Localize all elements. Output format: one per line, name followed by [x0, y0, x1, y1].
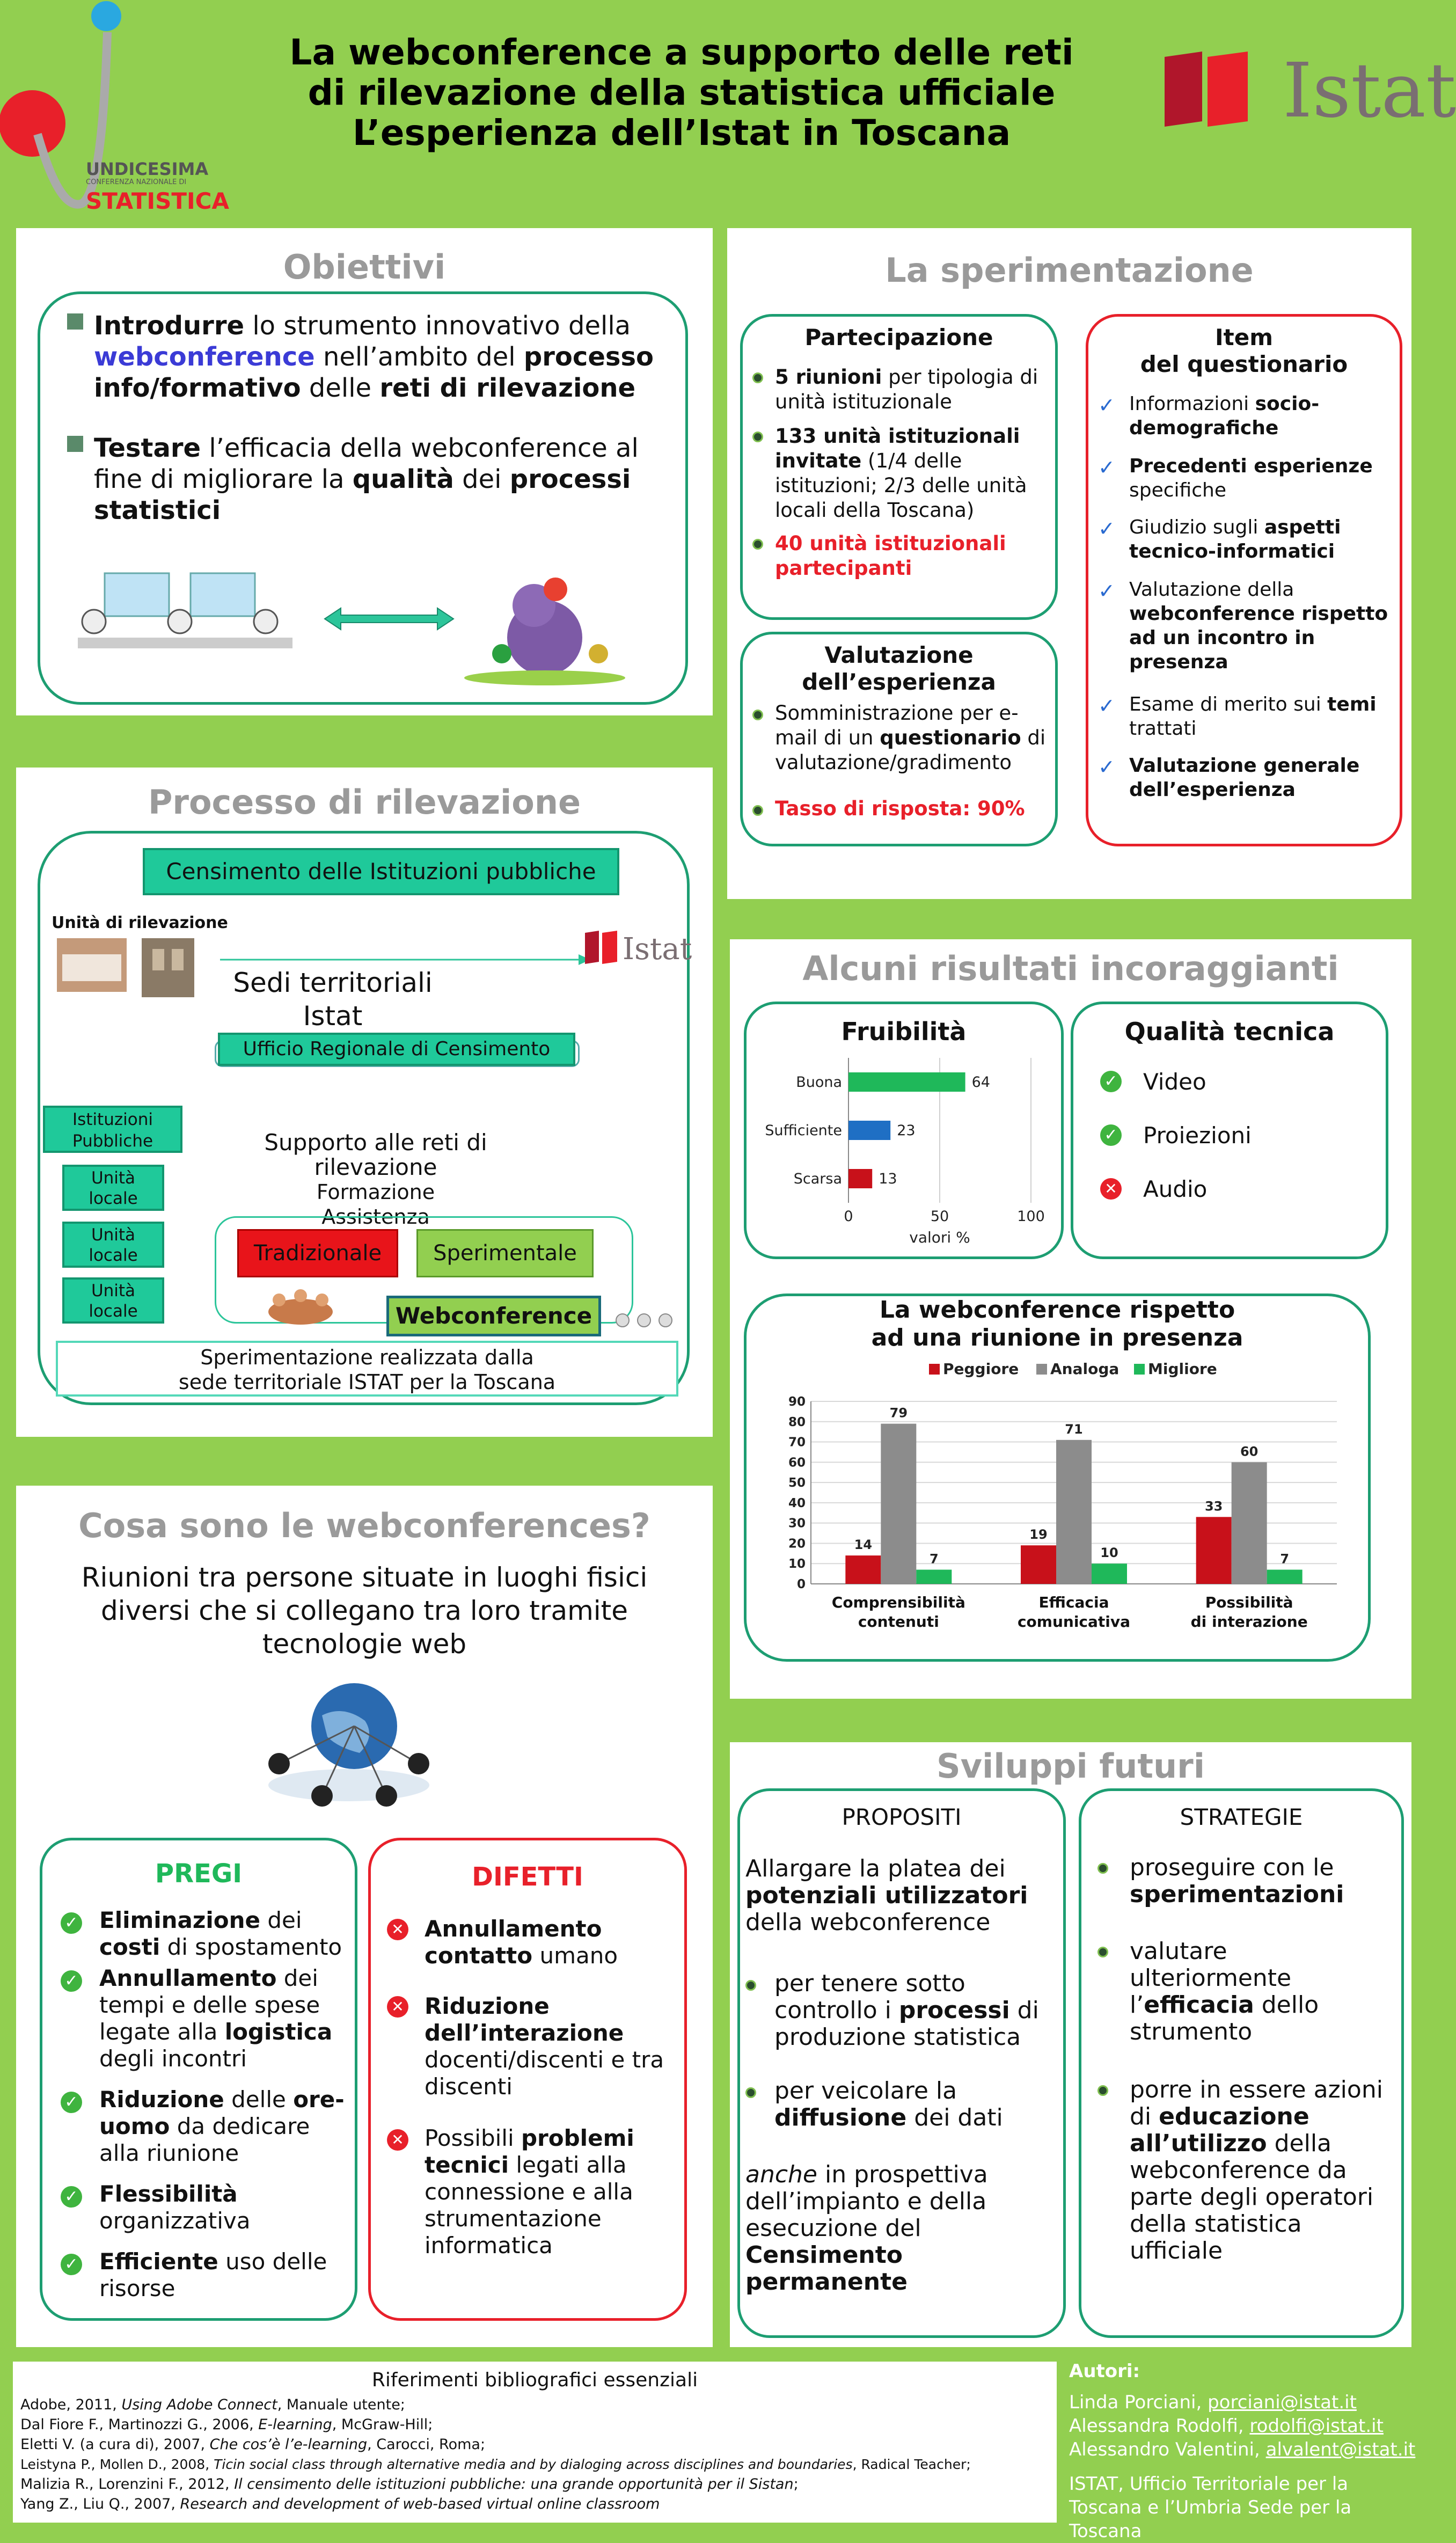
item-2: Precedenti esperienze specifiche — [1129, 455, 1373, 501]
ref-2: Dal Fiore F., Martinozzi G., 2006, E-learning, McGraw-Hill; — [20, 2416, 433, 2433]
data-label: 19 — [1029, 1527, 1048, 1543]
data-label: 10 — [1100, 1545, 1118, 1561]
valutazione-item-1: Somministrazione per e-mail di un questionario di valutazione/gradimento — [775, 701, 1046, 774]
ref-1: Adobe, 2011, Using Adobe Connect, Manuale utente; — [20, 2396, 405, 2413]
check-icon: ✓ — [1098, 393, 1115, 417]
ref-5: Malizia R., Lorenzini F., 2012, Il censimento delle istituzioni pubbliche: una grande opportunità per il Sistan; — [20, 2476, 799, 2493]
data-label: 14 — [854, 1537, 873, 1553]
category-label: Efficacia — [1038, 1594, 1109, 1611]
check-icon: ✓ — [61, 2254, 82, 2275]
strategie-item-3: porre in essere azioni di educazione all’utilizzo della webconference da parte degli operatori della statistica ufficiale — [1130, 2076, 1383, 2264]
fruibilita-box — [744, 1002, 1064, 1259]
poster-title — [215, 32, 1148, 153]
webconference-illustration-icon — [72, 562, 663, 691]
partecipazione-item-3: 40 unità istituzionali partecipanti — [775, 532, 1006, 580]
bullet-icon — [752, 805, 763, 816]
pregi-item-3: Riduzione delle ore-uomo da dedicare alla riunione — [99, 2086, 345, 2166]
propositi-outro: anche in prospettiva dell’impianto e della esecuzione del Censimento permanente — [745, 2161, 988, 2296]
sperimentale-box: Sperimentale — [416, 1229, 594, 1277]
rispetto-chart — [768, 1358, 1348, 1659]
logo-line2: CONFERENZA NAZIONALE DI — [86, 178, 187, 186]
x-tick-label: 50 — [930, 1208, 949, 1225]
ente-line-1: ISTAT, Ufficio Territoriale per la — [1069, 2473, 1349, 2495]
title-line-3: L’esperienza dell’Istat in Toscana — [352, 112, 1011, 154]
category-label: di interazione — [1190, 1613, 1308, 1631]
category-label: Comprensibilità — [831, 1594, 965, 1611]
obiettivo-1: Introdurre lo strumento innovativo della webconference nell’ambito del processo info/formativo delle reti di rilevazione — [94, 311, 654, 403]
item-4: Valutazione della webconference rispetto ad un incontro in presenza — [1129, 579, 1388, 673]
y-tick-label: 20 — [788, 1537, 806, 1551]
istituzioni-box: Istituzioni Pubbliche — [43, 1106, 182, 1153]
cross-icon: ✕ — [387, 2129, 408, 2151]
logo-line3: STATISTICA — [86, 188, 230, 214]
legend-label: Migliore — [1148, 1360, 1217, 1378]
istat-logo-icon — [1159, 52, 1267, 127]
sperimentazione-title: La sperimentazione — [885, 251, 1254, 290]
pregi-item-1: Eliminazione dei costi di spostamento — [99, 1907, 342, 1960]
sedi-territoriali: Sedi territoriali Istat — [233, 967, 433, 1032]
unita-locale-box[interactable]: Unità locale — [62, 1165, 164, 1211]
category-label: comunicativa — [1017, 1613, 1131, 1631]
email-link[interactable]: porciani@istat.it — [1208, 2392, 1357, 2413]
cross-icon: ✕ — [387, 1919, 408, 1940]
pregi-title: PREGI — [155, 1859, 243, 1889]
bar — [845, 1555, 881, 1584]
check-icon: ✓ — [61, 2186, 82, 2208]
difetti-box — [368, 1838, 687, 2321]
bullet-icon — [67, 436, 83, 452]
difetti-title: DIFETTI — [472, 1862, 583, 1892]
bullet-icon — [752, 372, 763, 383]
y-tick-label: 0 — [796, 1577, 806, 1591]
partecipazione-item-1: 5 riunioni per tipologia di unità istituzionale — [775, 366, 1038, 413]
title-line-2: di rilevazione della statistica ufficiale — [308, 72, 1056, 113]
data-label: 13 — [879, 1171, 897, 1187]
panel-sviluppi — [730, 1742, 1411, 2347]
propositi-intro: Allargare la platea dei potenziali utilizzatori della webconference — [745, 1855, 1028, 1936]
bullet-icon — [745, 1980, 756, 1991]
istat-logo — [1159, 47, 1456, 135]
qualita-box — [1071, 1002, 1388, 1259]
pregi-box — [40, 1838, 357, 2321]
data-label: 7 — [1280, 1551, 1290, 1567]
legend-swatch — [1134, 1364, 1145, 1375]
bar — [1196, 1517, 1232, 1584]
y-tick-label: 50 — [788, 1476, 806, 1490]
difetti-item-1: Annullamento contatto umano — [425, 1916, 618, 1969]
panel-risultati — [730, 939, 1411, 1699]
legend-swatch — [929, 1364, 940, 1375]
item-5: Esame di merito sui temi trattati — [1129, 693, 1377, 740]
category-label: Buona — [796, 1074, 842, 1091]
data-label: 71 — [1065, 1421, 1083, 1437]
check-icon: ✓ — [1098, 517, 1115, 540]
legend-label: Analoga — [1050, 1360, 1120, 1378]
check-icon: ✓ — [1098, 694, 1115, 718]
processo-title: Processo di rilevazione — [148, 783, 581, 822]
bullet-icon — [1098, 1863, 1108, 1874]
ref-3: Eletti V. (a cura di), 2007, Che cos’è l’e-learning, Carocci, Roma; — [20, 2436, 486, 2453]
obiettivi-box — [38, 291, 688, 705]
data-label: 60 — [1240, 1444, 1259, 1459]
strategie-item-2: valutare ulteriormente l’efficacia dello strumento — [1130, 1938, 1319, 2045]
autore-3: Alessandro Valentini, alvalent@istat.it — [1069, 2439, 1416, 2460]
category-label: Scarsa — [793, 1171, 842, 1187]
bullet-icon — [1098, 1947, 1108, 1957]
email-link[interactable]: rodolfi@istat.it — [1249, 2415, 1384, 2437]
difetti-item-3: Possibili problemi tecnici legati alla connessione e alla strumentazione informatica — [425, 2125, 634, 2259]
qualita-audio: Audio — [1143, 1176, 1208, 1202]
bullet-icon — [1098, 2085, 1108, 2096]
bar — [1056, 1440, 1092, 1584]
x-tick-label: 100 — [1017, 1208, 1045, 1225]
valutazione-box — [740, 632, 1058, 846]
obiettivi-title: Obiettivi — [283, 247, 446, 287]
riferimenti-title: Riferimenti bibliografici essenziali — [371, 2369, 698, 2391]
panel-obiettivi — [16, 228, 713, 715]
title-line-1: La webconference a supporto delle reti — [289, 32, 1074, 73]
valutazione-item-2: Tasso di risposta: 90% — [775, 797, 1025, 820]
unita-images-icon — [57, 938, 196, 997]
strategie-box — [1079, 1788, 1404, 2338]
cross-icon: ✕ — [387, 1996, 408, 2018]
unita-locale-box[interactable]: Unità locale — [62, 1222, 164, 1268]
legend-swatch — [1036, 1364, 1047, 1375]
propositi-item-2: per veicolare la diffusione dei dati — [774, 2077, 1003, 2131]
pregi-item-5: Efficiente uso delle risorse — [99, 2248, 327, 2301]
panel-riferimenti — [13, 2362, 1057, 2523]
tradizionale-box: Tradizionale — [237, 1229, 398, 1277]
category-label: Possibilità — [1205, 1594, 1293, 1611]
bar — [848, 1169, 872, 1188]
bullet-icon — [67, 313, 83, 330]
qualita-proiezioni: Proiezioni — [1143, 1122, 1252, 1149]
bar — [848, 1121, 890, 1140]
panel-cosa-sono — [16, 1486, 713, 2347]
rispetto-title: La webconference rispetto ad una riunione in presenza — [871, 1296, 1243, 1351]
check-icon: ✓ — [1100, 1071, 1122, 1092]
x-tick-label: 0 — [844, 1208, 853, 1225]
bullet-icon — [752, 539, 763, 550]
item-6: Valutazione generale dell’esperienza — [1129, 755, 1360, 801]
pregi-item-4: Flessibilità organizzativa — [99, 2181, 251, 2234]
email-link[interactable]: alvalent@istat.it — [1265, 2439, 1416, 2460]
qualita-video: Video — [1143, 1069, 1206, 1095]
bar — [1092, 1563, 1127, 1584]
y-tick-label: 10 — [788, 1557, 806, 1572]
cosa-title: Cosa sono le webconferences? — [78, 1506, 650, 1545]
bullet-icon — [752, 432, 763, 442]
webconference-people-icon — [612, 1304, 682, 1336]
istat-small-logo-icon — [583, 929, 620, 966]
cosa-description: Riunioni tra persone situate in luoghi fisici diversi che si collegano tra loro tramite tecnologie web — [81, 1562, 648, 1660]
ref-6: Yang Z., Liu Q., 2007, Research and development of web-based virtual online classroom — [20, 2496, 660, 2512]
bullet-icon — [745, 2087, 756, 2098]
propositi-title: PROPOSITI — [842, 1804, 962, 1830]
partecipazione-box — [740, 314, 1058, 620]
data-label: 64 — [971, 1074, 990, 1091]
check-icon: ✓ — [1098, 579, 1115, 603]
autore-2: Alessandra Rodolfi, rodolfi@istat.it — [1069, 2415, 1384, 2437]
bar — [916, 1570, 952, 1584]
partecipazione-item-2: 133 unità istituzionali invitate (1/4 delle istituzioni; 2/3 delle unità locali della Toscana) — [775, 425, 1027, 522]
check-icon: ✓ — [61, 2092, 82, 2113]
istat-small-wordmark: Istat — [623, 932, 692, 967]
legend-label: Peggiore — [943, 1360, 1019, 1378]
pregi-item-2: Annullamento dei tempi e delle spese legate alla logistica degli incontri — [99, 1965, 333, 2072]
sviluppi-title: Sviluppi futuri — [936, 1747, 1205, 1786]
item-1: Informazioni socio-demografiche — [1129, 393, 1320, 439]
bullet-icon — [752, 710, 763, 720]
fruibilita-chart — [752, 1053, 1052, 1251]
difetti-item-2: Riduzione dell’interazione docenti/discenti e tra discenti — [425, 1993, 664, 2100]
obiettivo-2: Testare l’efficacia della webconference al fine di migliorare la qualità dei processi statistici — [94, 433, 639, 525]
data-label: 79 — [889, 1405, 908, 1421]
strategie-title: STRATEGIE — [1180, 1804, 1303, 1830]
partecipazione-title: Partecipazione — [804, 324, 993, 350]
bar — [1232, 1462, 1267, 1584]
riferimenti-list — [20, 2395, 1051, 2514]
meeting-table-icon — [263, 1285, 338, 1328]
x-axis-label: valori % — [909, 1229, 970, 1246]
check-icon: ✓ — [1098, 755, 1115, 779]
item-title: Item del questionario — [1140, 324, 1348, 377]
globe-network-icon — [242, 1672, 456, 1812]
bar — [1267, 1570, 1303, 1584]
autore-1: Linda Porciani, porciani@istat.it — [1069, 2392, 1357, 2413]
data-label: 23 — [897, 1122, 916, 1139]
strategie-item-1: proseguire con le sperimentazioni — [1130, 1854, 1344, 1908]
cross-icon: ✕ — [1100, 1178, 1122, 1200]
rispetto-box — [744, 1294, 1371, 1662]
bar — [1021, 1545, 1056, 1584]
sperimentazione-footer: Sperimentazione realizzata dalla sede territoriale ISTAT per la Toscana — [56, 1341, 678, 1397]
valutazione-title: Valutazione dell’esperienza — [802, 642, 996, 695]
unita-locale-box[interactable]: Unità locale — [62, 1277, 164, 1324]
ufficio-regionale-box: Ufficio Regionale di Censimento — [218, 1033, 575, 1066]
y-tick-label: 70 — [788, 1435, 806, 1450]
bar — [848, 1072, 965, 1092]
qualita-title: Qualità tecnica — [1124, 1017, 1335, 1046]
panel-sperimentazione — [727, 228, 1411, 899]
logo-line1: UNDICESIMA — [86, 159, 209, 179]
ref-4: Leistyna P., Mollen D., 2008, Ticin social class through alternative media and by dialoging across disciplines and boundaries, Radical Teacher; — [20, 2457, 971, 2472]
ente-line-2: Toscana e l’Umbria Sede per la Toscana — [1069, 2497, 1352, 2542]
y-tick-label: 80 — [788, 1415, 806, 1429]
autori-title: Autori: — [1069, 2361, 1140, 2382]
y-tick-label: 90 — [788, 1395, 806, 1409]
fruibilita-title: Fruibilità — [841, 1017, 967, 1046]
category-label: Sufficiente — [765, 1122, 842, 1139]
category-label: contenuti — [858, 1613, 939, 1631]
y-tick-label: 60 — [788, 1456, 806, 1470]
istat-wordmark: Istat — [1283, 47, 1456, 135]
supporto-reti: Supporto alle reti di rilevazione Formazione Assistenza — [264, 1129, 487, 1229]
data-label: 7 — [929, 1551, 939, 1567]
censimento-box: Censimento delle Istituzioni pubbliche — [143, 848, 619, 895]
propositi-box — [737, 1788, 1066, 2338]
propositi-item-1: per tenere sotto controllo i processi di produzione statistica — [774, 1970, 1039, 2051]
data-label: 33 — [1204, 1499, 1223, 1514]
y-tick-label: 40 — [788, 1496, 806, 1510]
risultati-title: Alcuni risultati incoraggianti — [802, 949, 1339, 988]
unita-label: Unità di rilevazione — [52, 914, 228, 932]
check-icon: ✓ — [1100, 1124, 1122, 1146]
logo-undicesima — [0, 0, 230, 215]
check-icon: ✓ — [61, 1970, 82, 1992]
autori-block — [1069, 2359, 1418, 2543]
bar — [881, 1424, 916, 1584]
check-icon: ✓ — [1098, 456, 1115, 479]
webconference-box: Webconference — [386, 1296, 601, 1336]
check-icon: ✓ — [61, 1912, 82, 1934]
item-questionario-box — [1086, 314, 1402, 846]
y-tick-label: 30 — [788, 1516, 806, 1531]
item-3: Giudizio sugli aspetti tecnico-informatici — [1129, 516, 1341, 562]
panel-processo — [16, 768, 713, 1437]
